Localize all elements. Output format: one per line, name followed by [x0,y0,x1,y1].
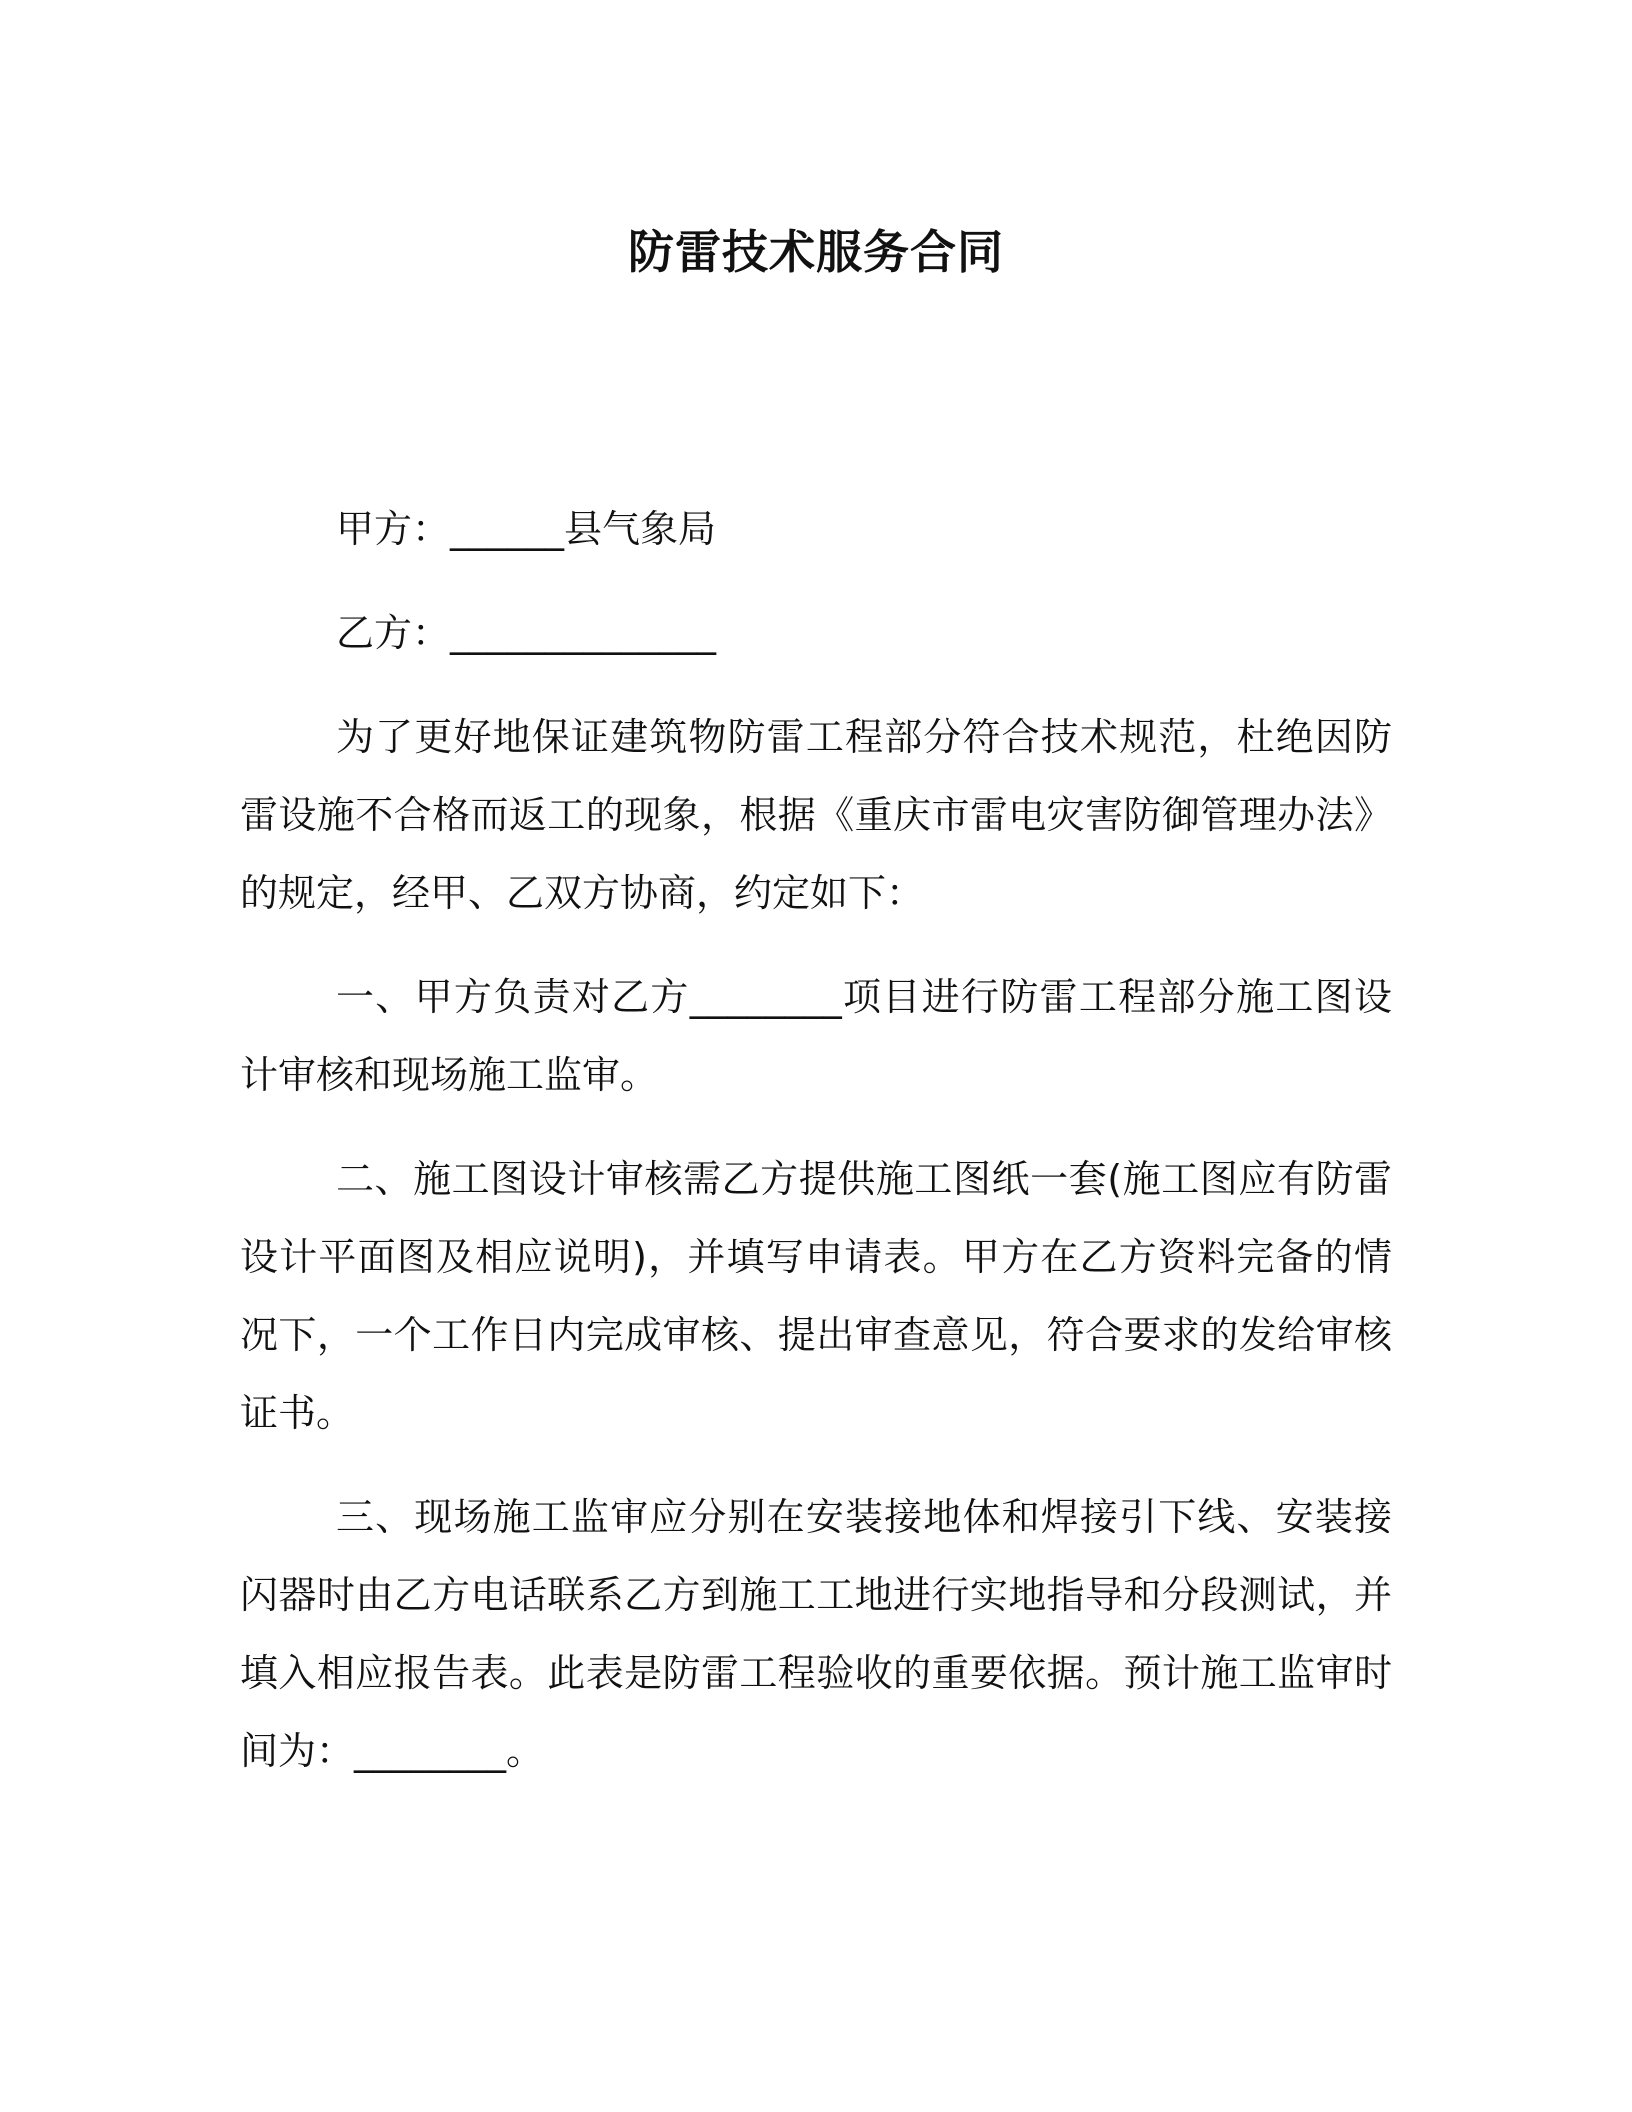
party-b-line: 乙方：______________ [336,611,717,655]
clause-3: 三、现场施工监审应分别在安装接地体和焊接引下线、安装接闪器时由乙方电话联系乙方到施工工地进行实地指导和分段测试，并填入相应报告表。此表是防雷工程验收的重要依据。预计施工监审时间为：________。 [240,1495,1392,1773]
intro-paragraph: 为了更好地保证建筑物防雷工程部分符合技术规范，杜绝因防雷设施不合格而返工的现象，根据《重庆市雷电灾害防御管理办法》的规定，经甲、乙双方协商，约定如下： [240,715,1392,915]
document-body [240,490,1392,1816]
document-title: 防雷技术服务合同 [628,225,1004,279]
clause-1: 一、甲方负责对乙方________项目进行防雷工程部分施工图设计审核和现场施工监审。 [240,975,1392,1097]
party-a-line: 甲方：______县气象局 [336,507,717,551]
clause-2: 二、施工图设计审核需乙方提供施工图纸一套(施工图应有防雷设计平面图及相应说明)，并填写申请表。甲方在乙方资料完备的情况下，一个工作日内完成审核、提出审查意见，符合要求的发给审核证书。 [240,1157,1392,1435]
